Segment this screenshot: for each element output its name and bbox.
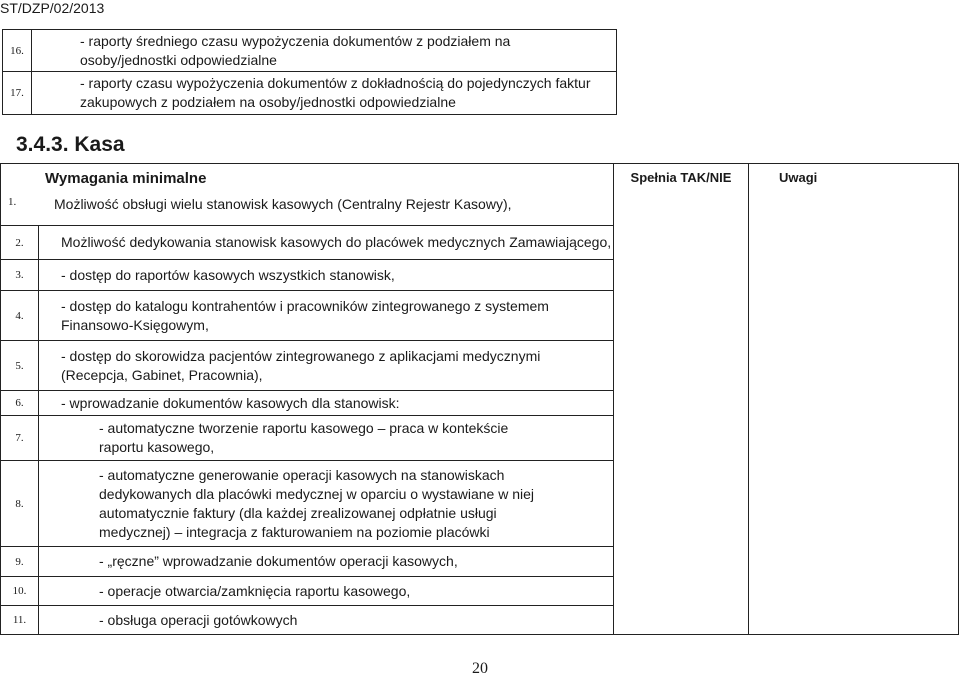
row-text: - raporty czasu wypożyczenia dokumentów z dokładnością do pojedynczych faktur zakupowych z podziałem na osoby/jednostki odpowiedzialne [32,72,617,115]
section-title: 3.4.3. Kasa [16,133,125,156]
row-text: - automatyczne tworzenie raportu kasowego – praca w kontekście raportu kasowego, [39,416,614,461]
row-number: 11. [1,606,39,635]
row-number: 8. [1,461,39,547]
row-text: Możliwość obsługi wielu stanowisk kasowych (Centralny Rejestr Kasowy), [54,196,512,212]
row-number: 7. [1,416,39,461]
row-text: - operacje otwarcia/zamknięcia raportu kasowego, [39,577,614,606]
row-text: - dostęp do raportów kasowych wszystkich stanowisk, [39,260,614,291]
row-number: 17. [3,72,32,115]
row-number: 3. [1,260,39,291]
requirements-table [0,163,959,635]
requirements-header-cell [1,164,614,226]
row-text: - raporty średniego czasu wypożyczenia dokumentów z podziałem na osoby/jednostki odpowiedzialne [32,30,617,72]
row-number: 4. [1,291,39,341]
row-text: - obsługa operacji gotówkowych [39,606,614,635]
row-number: 16. [3,30,32,72]
row-text: - wprowadzanie dokumentów kasowych dla stanowisk: [39,391,614,416]
top-table [2,29,617,115]
row-number: 10. [1,577,39,606]
document-reference: ST/DZP/02/2013 [0,0,105,16]
table-row [1,164,959,226]
requirements-header: Wymagania minimalne [45,170,207,187]
row-number: 5. [1,341,39,391]
row-number: 9. [1,547,39,577]
row-number: 6. [1,391,39,416]
row-text: Możliwość dedykowania stanowisk kasowych do placówek medycznych Zamawiającego, [39,226,614,260]
row-text: - automatyczne generowanie operacji kasowych na stanowiskach dedykowanych dla placówki medycznej w oparciu o wystawiane w niej automatycznie faktury (dla każdej zrealizowanej odpłatnie usługi medycznej) – integracja z fakturowaniem na poziomie placówki [39,461,614,547]
table-row [3,72,617,115]
page-number: 20 [472,660,488,677]
row-text: - „ręczne” wprowadzanie dokumentów operacji kasowych, [39,547,614,577]
row-number: 1. [8,196,17,208]
row-text: - dostęp do skorowidza pacjentów zintegrowanego z aplikacjami medycznymi (Recepcja, Gabinet, Pracownia), [39,341,614,391]
row-text: - dostęp do katalogu kontrahentów i pracowników zintegrowanego z systemem Finansowo-Księgowym, [39,291,614,341]
meets-header: Spełnia TAK/NIE [614,164,749,635]
notes-header: Uwagi [749,164,959,635]
table-row [3,30,617,72]
row-number: 2. [1,226,39,260]
